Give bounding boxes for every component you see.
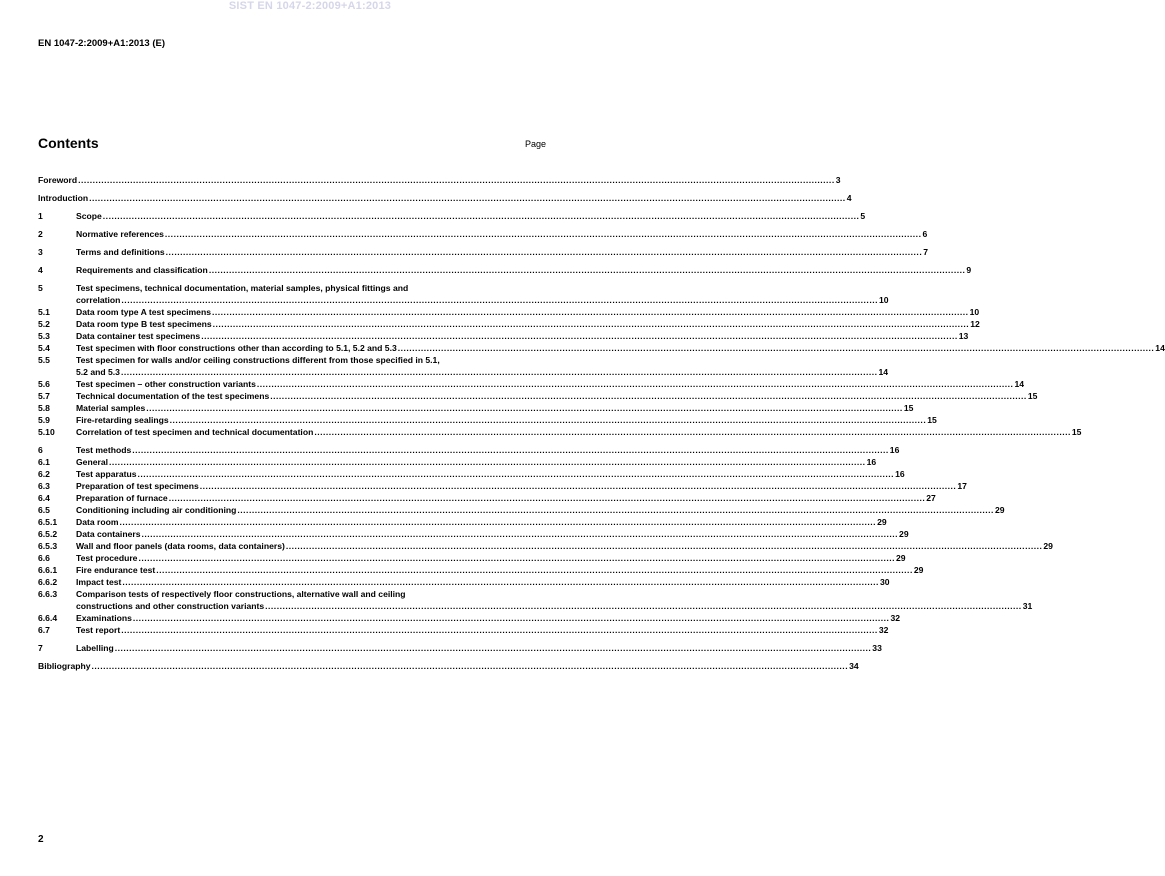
toc-section-number: 6.5 <box>38 505 50 515</box>
toc-page-number: 9 <box>966 265 972 275</box>
toc-page-number: 15 <box>1071 427 1082 437</box>
toc-leader-dots <box>146 402 903 414</box>
toc-page-number: 33 <box>872 643 882 653</box>
toc-page-number: 6 <box>922 229 928 239</box>
toc-section-number: 6.5.3 <box>38 541 58 551</box>
toc-leader-dots <box>92 660 849 672</box>
toc-title: Fire-retarding sealings <box>76 415 169 425</box>
toc-title: Test apparatus <box>76 469 137 479</box>
toc-section-number: 5.5 <box>38 355 50 365</box>
toc-title: Impact test <box>76 577 122 587</box>
toc-title: Foreword <box>38 175 78 185</box>
toc-entry[interactable] <box>38 552 906 564</box>
toc-entry[interactable] <box>38 588 1033 612</box>
toc-section-number: 6.1 <box>38 457 50 467</box>
toc-page-number: 16 <box>866 457 877 467</box>
toc-entry[interactable] <box>38 342 1165 354</box>
toc-title: Preparation of furnace <box>76 493 168 503</box>
toc-leader-dots <box>166 246 923 258</box>
toc-entry[interactable] <box>38 426 1082 438</box>
toc-section-number: 3 <box>38 247 43 257</box>
toc-title: Preparation of test specimens <box>76 481 199 491</box>
toc-section-number: 6.4 <box>38 493 50 503</box>
toc-page-number: 10 <box>878 295 889 305</box>
toc-page-number: 14 <box>878 367 889 377</box>
toc-title: Data room type A test specimens <box>76 307 211 317</box>
toc-leader-dots <box>169 492 926 504</box>
toc-group <box>38 210 866 222</box>
toc-group <box>38 174 841 186</box>
toc-page-number: 15 <box>927 415 937 425</box>
toc-entry[interactable] <box>38 504 1005 516</box>
toc-page-number: 30 <box>879 577 890 587</box>
toc-entry[interactable] <box>38 282 889 306</box>
toc-page-number: 3 <box>835 175 841 185</box>
toc-leader-dots <box>170 414 927 426</box>
toc-leader-dots <box>200 480 957 492</box>
toc-entry[interactable] <box>38 660 859 672</box>
toc-page-number: 27 <box>926 493 936 503</box>
toc-title: Test specimens, technical documentation, material samples, physical fittings and <box>76 283 409 293</box>
contents-title: Contents <box>38 135 99 151</box>
toc-leader-dots <box>109 456 866 468</box>
toc-entry[interactable] <box>38 414 937 426</box>
toc-page-number: 32 <box>890 613 901 623</box>
toc-title: Data room type B test specimens <box>76 319 212 329</box>
toc-entry[interactable] <box>38 576 890 588</box>
toc-title: Requirements and classification <box>76 265 208 275</box>
toc-entry[interactable] <box>38 228 928 240</box>
toc-group <box>38 660 859 672</box>
toc-entry[interactable] <box>38 318 980 330</box>
toc-section-number: 6.2 <box>38 469 50 479</box>
toc-title: Introduction <box>38 193 89 203</box>
toc-page-number: 14 <box>1155 343 1165 353</box>
toc-section-number: 1 <box>38 211 43 221</box>
page-number: 2 <box>38 834 44 845</box>
toc-leader-dots <box>237 504 994 516</box>
toc-group <box>38 444 1053 636</box>
toc-page-number: 17 <box>957 481 967 491</box>
toc-page-number: 10 <box>969 307 980 317</box>
toc-entry[interactable] <box>38 612 901 624</box>
toc-leader-dots <box>78 174 835 186</box>
toc-section-number: 5.2 <box>38 319 50 329</box>
toc-group <box>38 228 928 240</box>
toc-entry[interactable] <box>38 516 887 528</box>
toc-page-number: 32 <box>878 625 889 635</box>
toc-leader-dots <box>103 210 860 222</box>
toc-entry[interactable] <box>38 174 841 186</box>
toc-title: constructions and other construction variants <box>76 601 265 611</box>
toc-section-number: 6.5.1 <box>38 517 58 527</box>
toc-title: Correlation of test specimen and technical documentation <box>76 427 314 437</box>
toc-leader-dots <box>133 612 890 624</box>
toc-page-number: 29 <box>899 529 909 539</box>
toc-title: Test specimen for walls and/or ceiling constructions different from those specified in 5.1, <box>76 355 440 365</box>
toc-title: Test procedure <box>76 553 138 563</box>
toc-leader-dots <box>120 516 877 528</box>
toc-title: Data room <box>76 517 119 527</box>
table-of-contents <box>38 174 1165 678</box>
toc-group <box>38 246 928 258</box>
toc-title: Examinations <box>76 613 132 623</box>
toc-leader-dots <box>257 378 1014 390</box>
toc-title: Labelling <box>76 643 114 653</box>
toc-entry[interactable] <box>38 306 980 318</box>
toc-entry[interactable] <box>38 210 866 222</box>
toc-entry[interactable] <box>38 390 1038 402</box>
toc-entry[interactable] <box>38 264 972 276</box>
toc-entry[interactable] <box>38 444 900 456</box>
toc-page-number: 34 <box>849 661 859 671</box>
toc-section-number: 6.6.3 <box>38 589 58 599</box>
toc-entry[interactable] <box>38 330 969 342</box>
toc-page-number: 15 <box>903 403 914 413</box>
toc-page-number: 31 <box>1022 601 1033 611</box>
toc-entry[interactable] <box>38 540 1053 552</box>
watermark: SIST EN 1047-2:2009+A1:2013 <box>228 0 392 12</box>
toc-entry[interactable] <box>38 378 1025 390</box>
toc-page-number: 13 <box>958 331 969 341</box>
toc-entry[interactable] <box>38 402 914 414</box>
toc-leader-dots <box>115 642 872 654</box>
toc-section-number: 5.1 <box>38 307 50 317</box>
toc-section-number: 5.4 <box>38 343 50 353</box>
toc-title: Data containers <box>76 529 141 539</box>
toc-section-number: 6.6.2 <box>38 577 58 587</box>
toc-title: 5.2 and 5.3 <box>76 367 120 377</box>
toc-title: Test specimen with floor constructions other than according to 5.1, 5.2 and 5.3 <box>76 343 397 353</box>
toc-entry[interactable] <box>38 642 882 654</box>
toc-section-number: 5.3 <box>38 331 50 341</box>
toc-section-number: 6.5.2 <box>38 529 58 539</box>
toc-group <box>38 192 852 204</box>
toc-entry[interactable] <box>38 480 967 492</box>
toc-leader-dots <box>138 468 895 480</box>
toc-title: Data container test specimens <box>76 331 201 341</box>
toc-title: Comparison tests of respectively floor constructions, alternative wall and ceiling <box>76 589 406 599</box>
toc-entry[interactable] <box>38 354 889 378</box>
toc-page-number: 7 <box>923 247 928 257</box>
toc-leader-dots <box>213 318 970 330</box>
toc-section-number: 6.6.4 <box>38 613 58 623</box>
toc-leader-dots <box>121 366 878 378</box>
toc-entry[interactable] <box>38 624 889 636</box>
toc-title: Wall and floor panels (data rooms, data containers) <box>76 541 285 551</box>
toc-title: Fire endurance test <box>76 565 156 575</box>
toc-page-number: 29 <box>1043 541 1053 551</box>
toc-leader-dots <box>156 564 913 576</box>
toc-page-number: 16 <box>895 469 905 479</box>
toc-section-number: 6 <box>38 445 43 455</box>
toc-section-number: 5 <box>38 283 43 293</box>
toc-entry[interactable] <box>38 456 877 468</box>
toc-page-number: 12 <box>970 319 980 329</box>
toc-page-number: 29 <box>913 565 924 575</box>
toc-section-number: 2 <box>38 229 43 239</box>
toc-section-number: 5.8 <box>38 403 50 413</box>
toc-title: Conditioning including air conditioning <box>76 505 237 515</box>
toc-entry[interactable] <box>38 192 852 204</box>
toc-entry[interactable] <box>38 246 928 258</box>
toc-page-number: 16 <box>889 445 900 455</box>
toc-page-number: 5 <box>860 211 866 221</box>
toc-page-number: 29 <box>896 553 906 563</box>
toc-leader-dots <box>132 444 889 456</box>
toc-leader-dots <box>212 306 969 318</box>
toc-leader-dots <box>398 342 1155 354</box>
toc-group <box>38 264 972 276</box>
toc-page-number: 4 <box>846 193 852 203</box>
toc-page-number: 29 <box>994 505 1005 515</box>
toc-section-number: 5.6 <box>38 379 50 389</box>
toc-leader-dots <box>121 624 878 636</box>
toc-leader-dots <box>209 264 966 276</box>
toc-title: Normative references <box>76 229 164 239</box>
toc-entry[interactable] <box>38 564 924 576</box>
toc-section-number: 6.3 <box>38 481 50 491</box>
toc-leader-dots <box>165 228 922 240</box>
toc-leader-dots <box>270 390 1027 402</box>
toc-section-number: 6.7 <box>38 625 50 635</box>
toc-leader-dots <box>121 294 878 306</box>
toc-leader-dots <box>141 528 898 540</box>
toc-title: Technical documentation of the test specimens <box>76 391 270 401</box>
toc-section-number: 5.7 <box>38 391 50 401</box>
toc-section-number: 6.6 <box>38 553 50 563</box>
toc-title: Test methods <box>76 445 132 455</box>
toc-title: Material samples <box>76 403 146 413</box>
toc-section-number: 4 <box>38 265 43 275</box>
toc-title: General <box>76 457 109 467</box>
toc-entry[interactable] <box>38 492 936 504</box>
toc-title: Terms and definitions <box>76 247 165 257</box>
toc-title: Bibliography <box>38 661 91 671</box>
toc-title: Test specimen – other construction variants <box>76 379 256 389</box>
toc-section-number: 5.9 <box>38 415 50 425</box>
toc-title: correlation <box>76 295 121 305</box>
toc-entry[interactable] <box>38 528 909 540</box>
toc-leader-dots <box>138 552 895 564</box>
toc-leader-dots <box>286 540 1043 552</box>
toc-leader-dots <box>314 426 1071 438</box>
toc-section-number: 6.6.1 <box>38 565 58 575</box>
toc-page-number: 29 <box>877 517 887 527</box>
toc-page-number: 14 <box>1014 379 1025 389</box>
document-header: EN 1047-2:2009+A1:2013 (E) <box>38 38 166 49</box>
toc-leader-dots <box>265 600 1022 612</box>
toc-title: Scope <box>76 211 102 221</box>
toc-leader-dots <box>201 330 958 342</box>
toc-title: Test report <box>76 625 121 635</box>
toc-leader-dots <box>122 576 879 588</box>
toc-section-number: 5.10 <box>38 427 55 437</box>
toc-section-number: 7 <box>38 643 43 653</box>
toc-leader-dots <box>89 192 846 204</box>
toc-group <box>38 642 882 654</box>
toc-page-number: 15 <box>1027 391 1038 401</box>
page-column-label: Page <box>524 139 546 149</box>
toc-entry[interactable] <box>38 468 905 480</box>
toc-group <box>38 282 1165 438</box>
